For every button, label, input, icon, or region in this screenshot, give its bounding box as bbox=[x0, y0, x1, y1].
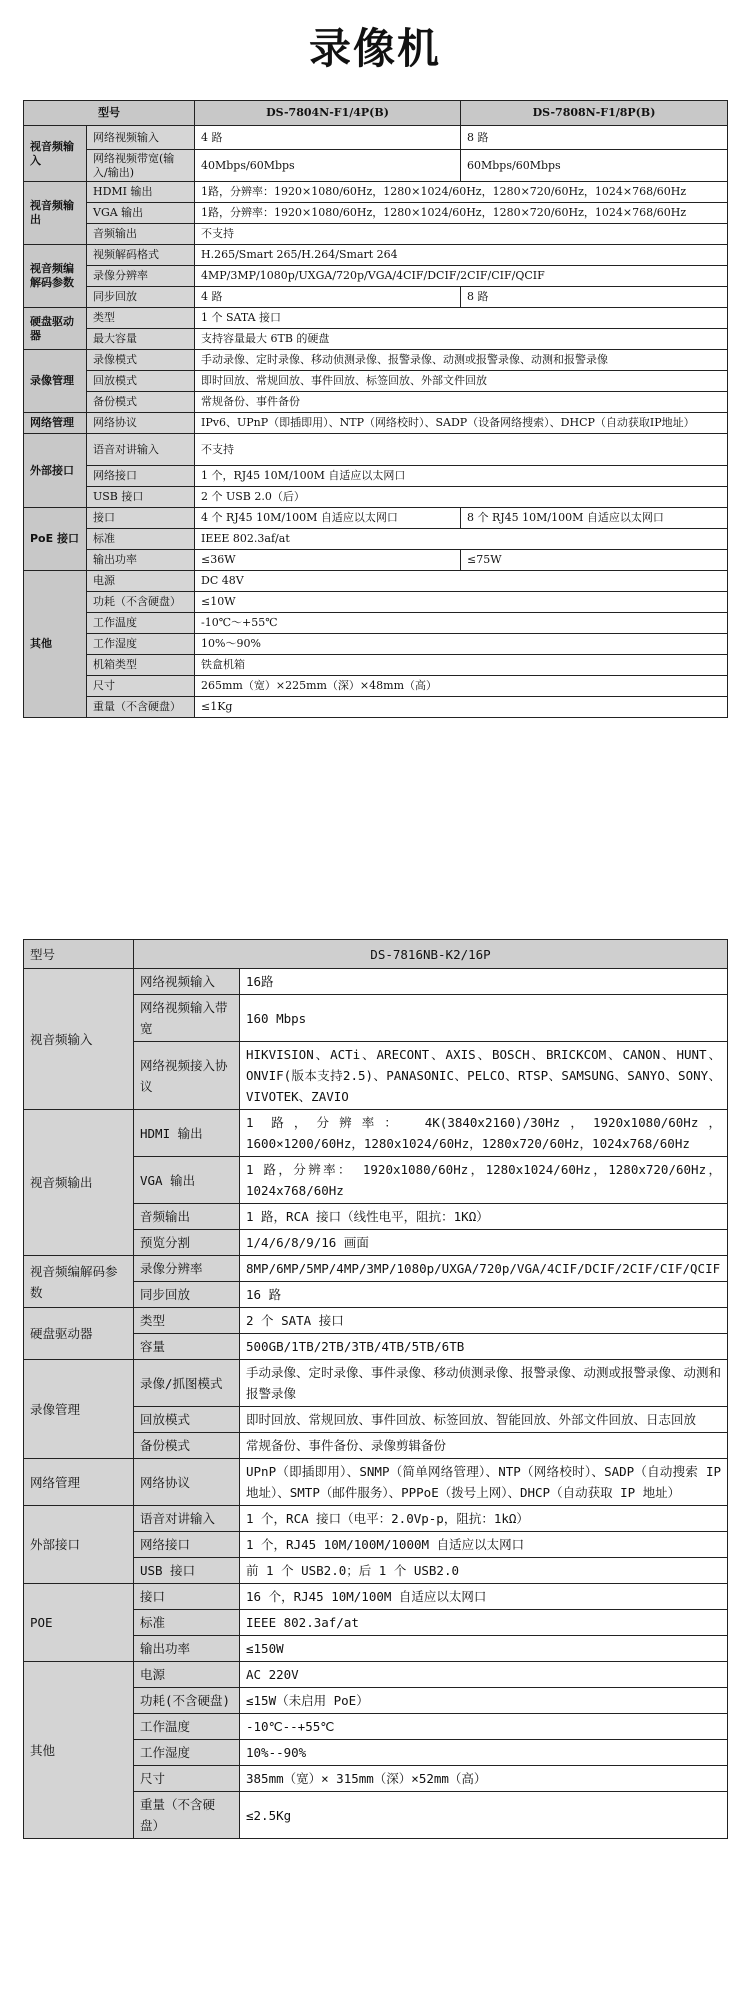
row-value: 500GB/1TB/2TB/3TB/4TB/5TB/6TB bbox=[240, 1334, 728, 1360]
row-value: 不支持 bbox=[195, 434, 728, 466]
row-value: 16 个，RJ45 10M/100M 自适应以太网口 bbox=[240, 1584, 728, 1610]
table-row bbox=[24, 487, 728, 508]
row-value: 8 路 bbox=[461, 126, 728, 150]
row-value: IEEE 802.3af/at bbox=[195, 529, 728, 550]
row-value: 即时回放、常规回放、事件回放、标签回放、智能回放、外部文件回放、日志回放 bbox=[240, 1407, 728, 1433]
table-row bbox=[24, 1506, 728, 1532]
row-value: 10%--90% bbox=[240, 1740, 728, 1766]
row-label: 输出功率 bbox=[134, 1636, 240, 1662]
row-value: 支持容量最大 6TB 的硬盘 bbox=[195, 329, 728, 350]
row-value: UPnP（即插即用）、SNMP（简单网络管理）、NTP（网络校时）、SADP（自动搜索 IP 地址）、SMTP（邮件服务）、PPPoE（拨号上网）、DHCP（自动获取 IP 地址） bbox=[240, 1459, 728, 1506]
table-row bbox=[24, 287, 728, 308]
table-row bbox=[24, 150, 728, 182]
row-label: 网络接口 bbox=[87, 466, 195, 487]
row-label: 预览分割 bbox=[134, 1230, 240, 1256]
table-row bbox=[24, 434, 728, 466]
table-row bbox=[24, 308, 728, 329]
row-label: 接口 bbox=[134, 1584, 240, 1610]
table-row bbox=[24, 466, 728, 487]
row-value: 铁盒机箱 bbox=[195, 655, 728, 676]
table-row bbox=[24, 224, 728, 245]
row-value: 1 路，分辨率： 1920x1080/60Hz，1280x1024/60Hz，1280x720/60Hz，1024x768/60Hz bbox=[240, 1157, 728, 1204]
row-value: ≤2.5Kg bbox=[240, 1792, 728, 1839]
group-label: PoE 接口 bbox=[24, 508, 87, 571]
row-value: 16路 bbox=[240, 969, 728, 995]
row-label: 电源 bbox=[134, 1662, 240, 1688]
row-label: 网络视频接入协议 bbox=[134, 1042, 240, 1110]
model-header-cell: DS-7816NB-K2/16P bbox=[134, 940, 728, 969]
model-header-cell: 型号 bbox=[24, 940, 134, 969]
table-row bbox=[24, 203, 728, 224]
group-label: 其他 bbox=[24, 1662, 134, 1839]
row-label: 网络视频输入带宽 bbox=[134, 995, 240, 1042]
table-row bbox=[24, 1584, 728, 1610]
row-value: ≤75W bbox=[461, 550, 728, 571]
row-value: 1 个，RCA 接口（电平：2.0Vp-p，阻抗：1kΩ） bbox=[240, 1506, 728, 1532]
row-label: 网络视频输入 bbox=[87, 126, 195, 150]
table-row bbox=[24, 697, 728, 718]
row-value: IPv6、UPnP（即插即用）、NTP（网络校时）、SADP（设备网络搜索）、DHCP（自动获取IP地址） bbox=[195, 413, 728, 434]
row-value: ≤150W bbox=[240, 1636, 728, 1662]
row-value: DC 48V bbox=[195, 571, 728, 592]
row-value: 8 路 bbox=[461, 287, 728, 308]
row-value: 16 路 bbox=[240, 1282, 728, 1308]
spec-table-2 bbox=[23, 939, 728, 1839]
model-header-cell: DS-7808N-F1/8P(B) bbox=[461, 101, 728, 126]
table-row bbox=[24, 571, 728, 592]
table-row bbox=[24, 550, 728, 571]
row-label: 标准 bbox=[87, 529, 195, 550]
group-label: 视音频输出 bbox=[24, 182, 87, 245]
row-label: 同步回放 bbox=[134, 1282, 240, 1308]
row-label: 容量 bbox=[134, 1334, 240, 1360]
row-value: 8 个 RJ45 10M/100M 自适应以太网口 bbox=[461, 508, 728, 529]
row-label: 录像模式 bbox=[87, 350, 195, 371]
row-value: 即时回放、常规回放、事件回放、标签回放、外部文件回放 bbox=[195, 371, 728, 392]
row-value: ≤1Kg bbox=[195, 697, 728, 718]
table-row bbox=[24, 634, 728, 655]
row-label: VGA 输出 bbox=[87, 203, 195, 224]
row-label: 输出功率 bbox=[87, 550, 195, 571]
row-label: 机箱类型 bbox=[87, 655, 195, 676]
group-label: 外部接口 bbox=[24, 1506, 134, 1584]
row-label: USB 接口 bbox=[87, 487, 195, 508]
row-value: ≤15W（未启用 PoE） bbox=[240, 1688, 728, 1714]
table-row bbox=[24, 329, 728, 350]
table-row bbox=[24, 1662, 728, 1688]
row-label: 视频解码格式 bbox=[87, 245, 195, 266]
table-row bbox=[24, 350, 728, 371]
row-value: 1 路，分辨率： 4K(3840x2160)/30Hz，1920x1080/60Hz，1600×1200/60Hz，1280x1024/60Hz，1280x720/60Hz，1024x768/60Hz bbox=[240, 1110, 728, 1157]
row-label: 同步回放 bbox=[87, 287, 195, 308]
table-row bbox=[24, 245, 728, 266]
row-label: 尺寸 bbox=[134, 1766, 240, 1792]
table-row bbox=[24, 613, 728, 634]
row-value: 不支持 bbox=[195, 224, 728, 245]
row-value: 常规备份、事件备份、录像剪辑备份 bbox=[240, 1433, 728, 1459]
row-value: 1 路，RCA 接口（线性电平，阻抗：1KΩ） bbox=[240, 1204, 728, 1230]
row-label: HDMI 输出 bbox=[134, 1110, 240, 1157]
row-label: 工作湿度 bbox=[134, 1740, 240, 1766]
row-value: 1/4/6/8/9/16 画面 bbox=[240, 1230, 728, 1256]
row-label: 网络视频带宽(输入/输出) bbox=[87, 150, 195, 182]
row-label: 音频输出 bbox=[87, 224, 195, 245]
row-label: 备份模式 bbox=[87, 392, 195, 413]
row-label: 重量（不含硬盘） bbox=[134, 1792, 240, 1839]
row-label: 回放模式 bbox=[134, 1407, 240, 1433]
row-label: HDMI 输出 bbox=[87, 182, 195, 203]
row-value: IEEE 802.3af/at bbox=[240, 1610, 728, 1636]
row-value: HIKVISION、ACTi、ARECONT、AXIS、BOSCH、BRICKCOM、CANON、HUNT、ONVIF(版本支持2.5)、PANASONIC、PELCO、RTSP、SAMSUNG、SANYO、SONY、VIVOTEK、ZAVIO bbox=[240, 1042, 728, 1110]
row-label: 网络协议 bbox=[87, 413, 195, 434]
table-row bbox=[24, 1459, 728, 1506]
row-value: 常规备份、事件备份 bbox=[195, 392, 728, 413]
row-label: VGA 输出 bbox=[134, 1157, 240, 1204]
group-label: 视音频输出 bbox=[24, 1110, 134, 1256]
table-row bbox=[24, 413, 728, 434]
table-row bbox=[24, 1110, 728, 1157]
table-row bbox=[24, 969, 728, 995]
spec-table-1 bbox=[23, 100, 728, 718]
row-value: 40Mbps/60Mbps bbox=[195, 150, 461, 182]
row-label: 网络接口 bbox=[134, 1532, 240, 1558]
table-row bbox=[24, 655, 728, 676]
row-label: 音频输出 bbox=[134, 1204, 240, 1230]
row-value: 1 个，RJ45 10M/100M/1000M 自适应以太网口 bbox=[240, 1532, 728, 1558]
table-row bbox=[24, 182, 728, 203]
row-label: 备份模式 bbox=[134, 1433, 240, 1459]
model-header-cell: DS-7804N-F1/4P(B) bbox=[195, 101, 461, 126]
group-label: 录像管理 bbox=[24, 1360, 134, 1459]
table-row bbox=[24, 529, 728, 550]
row-value: 2 个 SATA 接口 bbox=[240, 1308, 728, 1334]
table-row bbox=[24, 126, 728, 150]
group-label: 网络管理 bbox=[24, 1459, 134, 1506]
table-row bbox=[24, 1360, 728, 1407]
row-label: 录像分辨率 bbox=[134, 1256, 240, 1282]
row-value: 8MP/6MP/5MP/4MP/3MP/1080p/UXGA/720p/VGA/4CIF/DCIF/2CIF/CIF/QCIF bbox=[240, 1256, 728, 1282]
table-row bbox=[24, 1308, 728, 1334]
row-label: 工作湿度 bbox=[87, 634, 195, 655]
row-label: 语音对讲输入 bbox=[134, 1506, 240, 1532]
table-row bbox=[24, 508, 728, 529]
row-value: 4MP/3MP/1080p/UXGA/720p/VGA/4CIF/DCIF/2CIF/CIF/QCIF bbox=[195, 266, 728, 287]
row-label: 最大容量 bbox=[87, 329, 195, 350]
row-value: ≤36W bbox=[195, 550, 461, 571]
row-value: 1路，分辨率：1920×1080/60Hz，1280×1024/60Hz，1280×720/60Hz，1024×768/60Hz bbox=[195, 182, 728, 203]
row-value: 2 个 USB 2.0（后） bbox=[195, 487, 728, 508]
row-value: 4 路 bbox=[195, 126, 461, 150]
group-label: 视音频输入 bbox=[24, 969, 134, 1110]
row-label: 重量（不含硬盘） bbox=[87, 697, 195, 718]
row-value: -10℃--+55℃ bbox=[240, 1714, 728, 1740]
row-value: 4 个 RJ45 10M/100M 自适应以太网口 bbox=[195, 508, 461, 529]
group-label: 录像管理 bbox=[24, 350, 87, 413]
row-value: 1路，分辨率：1920×1080/60Hz，1280×1024/60Hz，1280×720/60Hz，1024×768/60Hz bbox=[195, 203, 728, 224]
row-value: -10℃～+55℃ bbox=[195, 613, 728, 634]
group-label: 视音频编解码参数 bbox=[24, 245, 87, 308]
row-label: 尺寸 bbox=[87, 676, 195, 697]
group-label: 硬盘驱动器 bbox=[24, 1308, 134, 1360]
group-label: 硬盘驱动器 bbox=[24, 308, 87, 350]
row-value: 手动录像、定时录像、事件录像、移动侦测录像、报警录像、动测或报警录像、动测和报警录像 bbox=[240, 1360, 728, 1407]
row-label: 录像/抓图模式 bbox=[134, 1360, 240, 1407]
table-row bbox=[24, 266, 728, 287]
group-label: 视音频编解码参数 bbox=[24, 1256, 134, 1308]
row-label: 回放模式 bbox=[87, 371, 195, 392]
row-value: 160 Mbps bbox=[240, 995, 728, 1042]
row-label: 接口 bbox=[87, 508, 195, 529]
group-label: 其他 bbox=[24, 571, 87, 718]
table-row bbox=[24, 676, 728, 697]
row-label: 语音对讲输入 bbox=[87, 434, 195, 466]
table-row bbox=[24, 1256, 728, 1282]
row-value: AC 220V bbox=[240, 1662, 728, 1688]
row-value: 前 1 个 USB2.0；后 1 个 USB2.0 bbox=[240, 1558, 728, 1584]
row-value: 10%～90% bbox=[195, 634, 728, 655]
table-row bbox=[24, 392, 728, 413]
row-label: 网络视频输入 bbox=[134, 969, 240, 995]
row-value: 385mm（宽）× 315mm（深）×52mm（高） bbox=[240, 1766, 728, 1792]
row-label: 标准 bbox=[134, 1610, 240, 1636]
page-title: 录像机 bbox=[308, 24, 441, 73]
row-value: ≤10W bbox=[195, 592, 728, 613]
row-value: 1 个 SATA 接口 bbox=[195, 308, 728, 329]
row-value: 4 路 bbox=[195, 287, 461, 308]
row-label: 工作温度 bbox=[134, 1714, 240, 1740]
table-row bbox=[24, 371, 728, 392]
row-label: USB 接口 bbox=[134, 1558, 240, 1584]
model-header-cell: 型号 bbox=[24, 101, 195, 126]
row-label: 类型 bbox=[87, 308, 195, 329]
row-label: 工作温度 bbox=[87, 613, 195, 634]
row-label: 功耗（不含硬盘） bbox=[87, 592, 195, 613]
row-value: 手动录像、定时录像、移动侦测录像、报警录像、动测或报警录像、动测和报警录像 bbox=[195, 350, 728, 371]
row-label: 功耗(不含硬盘) bbox=[134, 1688, 240, 1714]
table-row bbox=[24, 592, 728, 613]
row-value: 1 个，RJ45 10M/100M 自适应以太网口 bbox=[195, 466, 728, 487]
row-value: 60Mbps/60Mbps bbox=[461, 150, 728, 182]
group-label: 网络管理 bbox=[24, 413, 87, 434]
row-label: 录像分辨率 bbox=[87, 266, 195, 287]
row-value: H.265/Smart 265/H.264/Smart 264 bbox=[195, 245, 728, 266]
row-label: 类型 bbox=[134, 1308, 240, 1334]
row-label: 网络协议 bbox=[134, 1459, 240, 1506]
row-value: 265mm（宽）×225mm（深）×48mm（高） bbox=[195, 676, 728, 697]
group-label: POE bbox=[24, 1584, 134, 1662]
group-label: 视音频输入 bbox=[24, 126, 87, 182]
group-label: 外部接口 bbox=[24, 434, 87, 508]
row-label: 电源 bbox=[87, 571, 195, 592]
